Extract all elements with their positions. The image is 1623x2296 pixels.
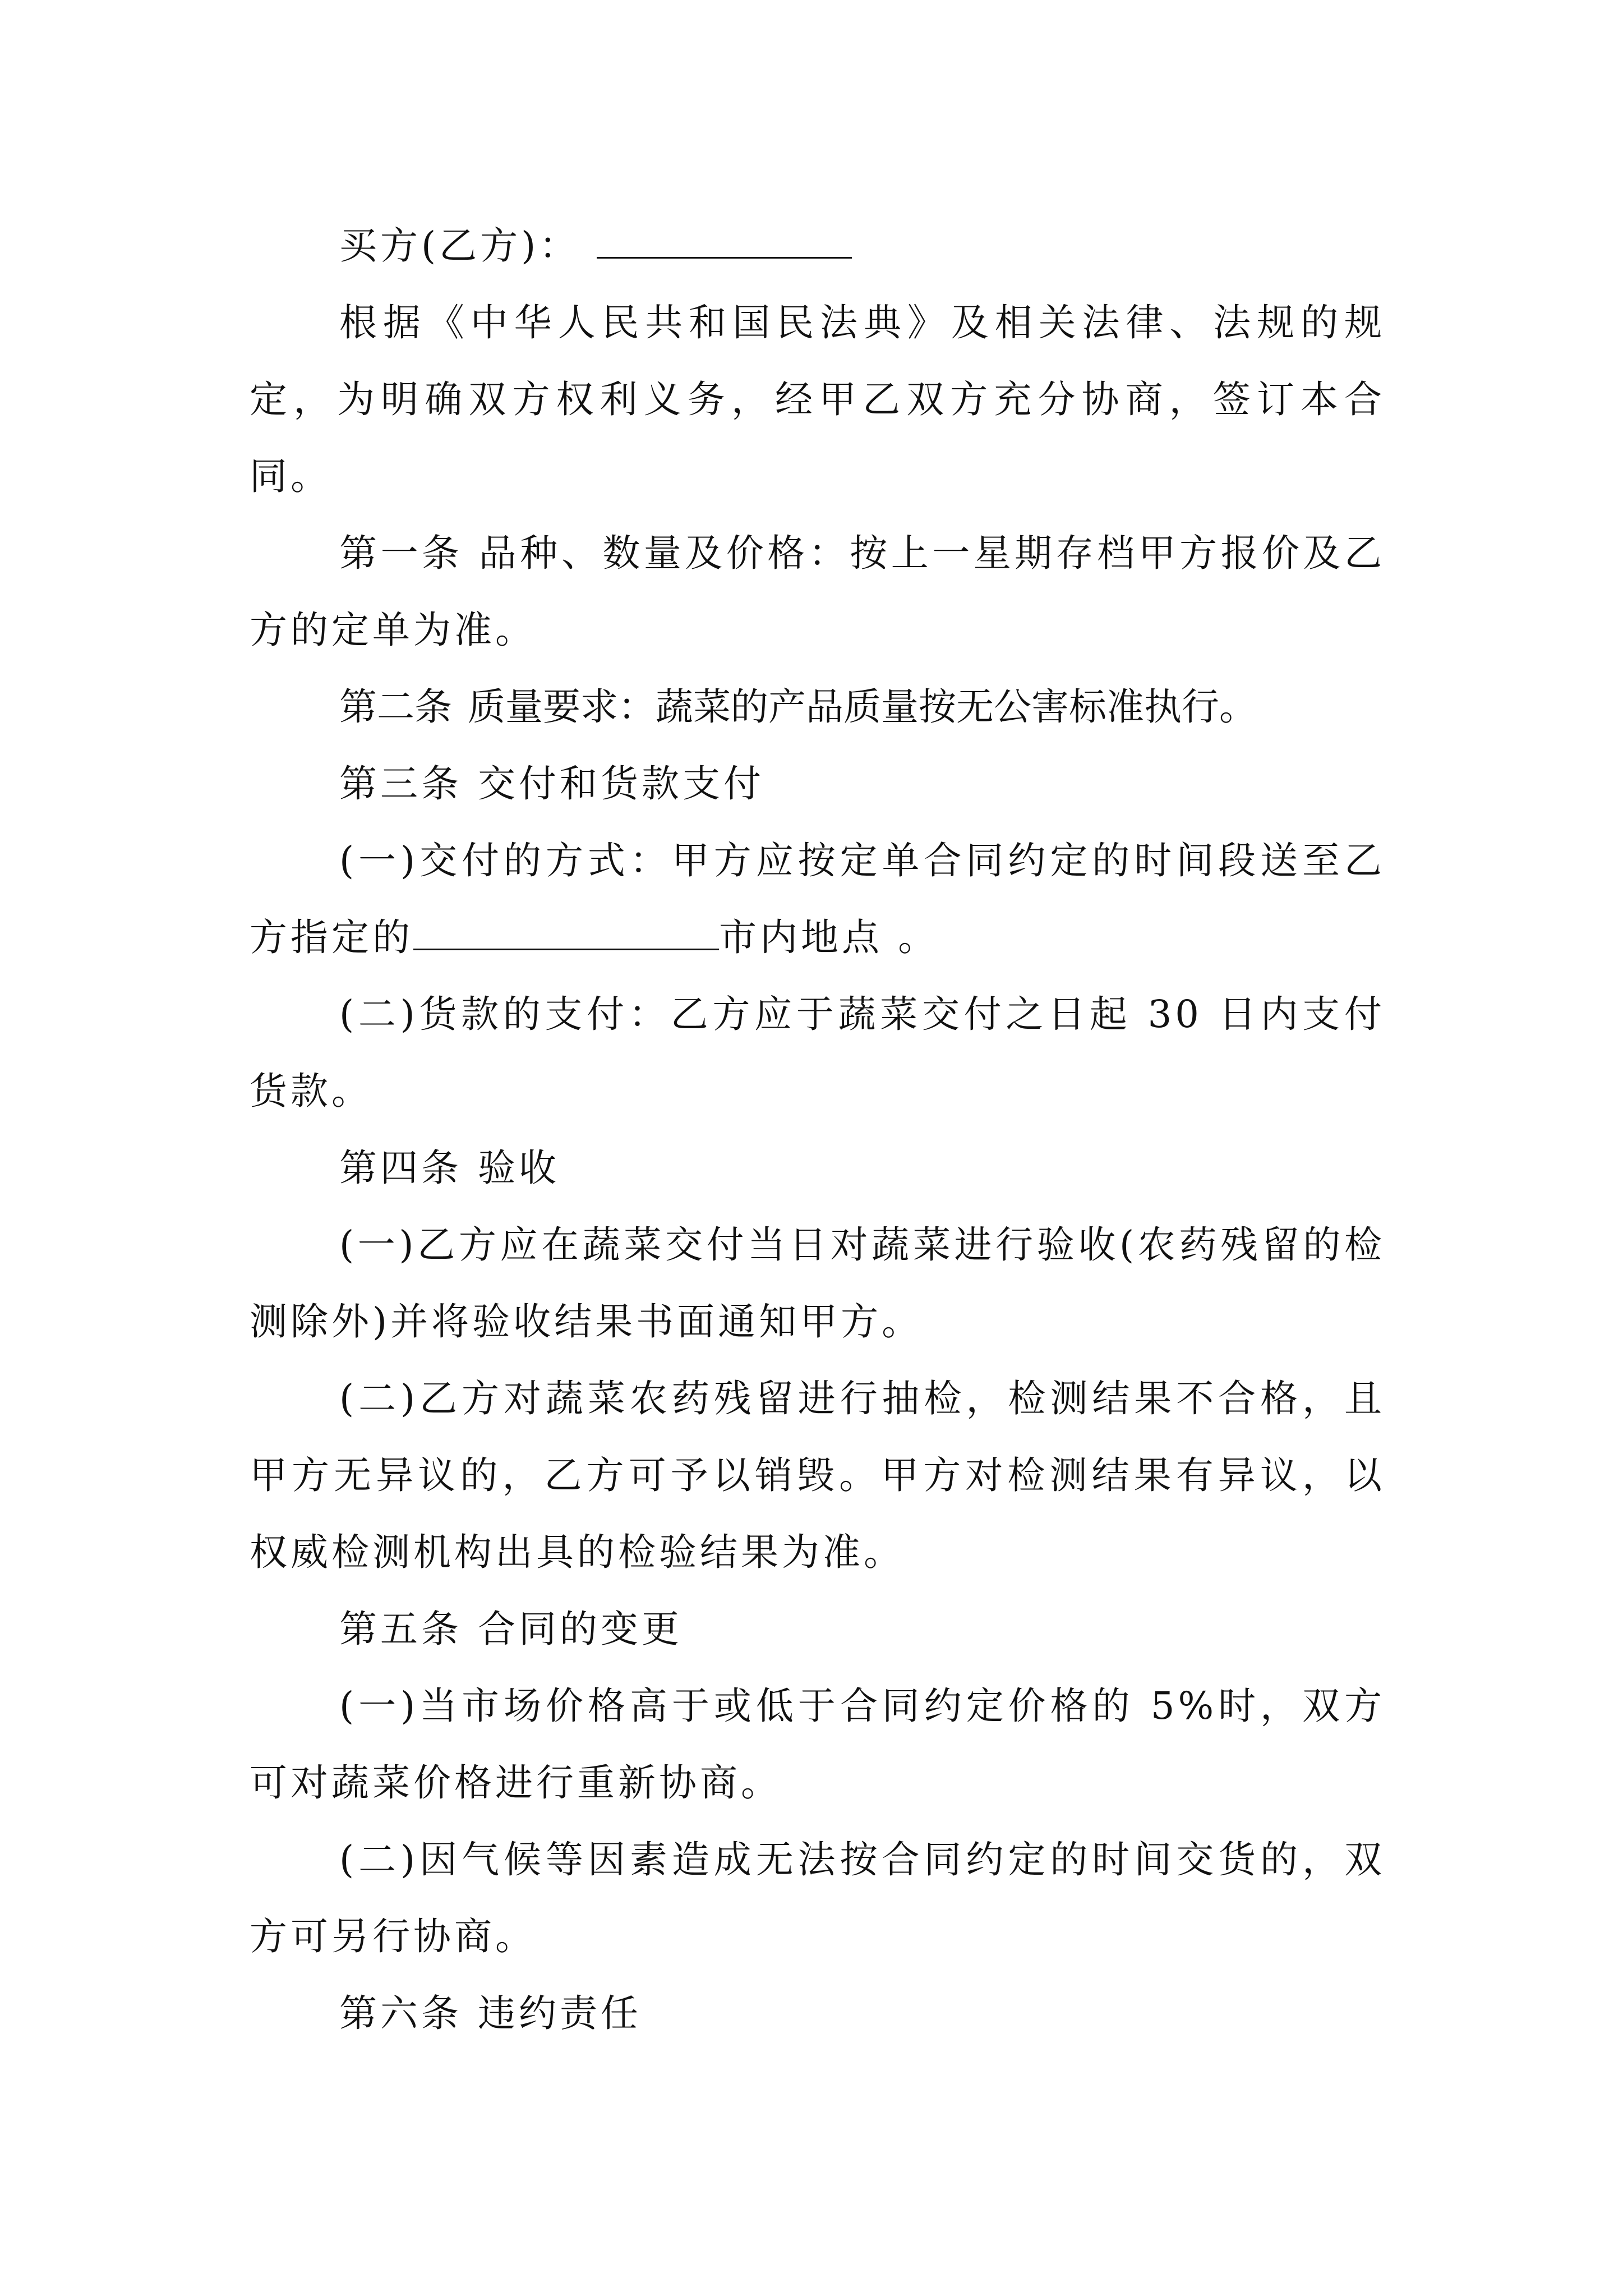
article-4-title: 第四条: [339, 1146, 462, 1190]
article-5-item-1: (一)当市场价格高于或低于合同约定价格的 5%时，双方可对蔬菜价格进行重新协商。: [250, 1684, 1385, 1805]
article-3-item-1-text: (一)交付的方式：甲方应按定单合同约定的时间段送至乙方指定的: [250, 839, 1385, 959]
article-5: [250, 1591, 1385, 1668]
article-4: [250, 1130, 1385, 1207]
intro-paragraph: 根据《中华人民共和国民法典》及相关法律、法规的规定，为明确双方权利义务，经甲乙双方充分协商，签订本合同。: [250, 301, 1385, 498]
buyer-name-blank: [597, 251, 852, 259]
article-1-body: 品种、数量及价格：按上一星期存档甲方报价及乙方的定单为准。: [250, 531, 1386, 652]
article-2-body: 质量要求：蔬菜的产品质量按无公害标准执行。: [468, 685, 1257, 729]
article-1-title: 第一条: [339, 531, 463, 575]
article-5-body: 合同的变更: [478, 1607, 683, 1651]
article-3: [250, 746, 1385, 822]
article-4-item-2: (二)乙方对蔬菜农药残留进行抽检，检测结果不合格，且甲方无异议的，乙方可予以销毁。甲方对检测结果有异议，以权威检测机构出具的检验结果为准。: [250, 1377, 1385, 1574]
delivery-place-blank: [413, 943, 719, 950]
article-2: [250, 669, 1385, 746]
article-3-title: 第三条: [339, 762, 462, 806]
article-6-body: 违约责任: [478, 1991, 642, 2035]
article-2-title: 第二条: [339, 685, 452, 729]
article-5-item-2: (二)因气候等因素造成无法按合同约定的时间交货的，双方可另行协商。: [250, 1838, 1385, 1958]
article-4-item-1: (一)乙方应在蔬菜交付当日对蔬菜进行验收(农药残留的检测除外)并将验收结果书面通知甲方。: [250, 1223, 1385, 1343]
contract-body: [250, 208, 1385, 2052]
buyer-label: 买方(乙方)：: [339, 224, 580, 268]
article-1: [250, 515, 1385, 669]
article-3-item-2: (二)货款的支付：乙方应于蔬菜交付之日起 30 日内支付货款。: [250, 992, 1385, 1113]
buyer-line: [250, 208, 1385, 284]
article-4-body: 验收: [478, 1146, 560, 1190]
article-3-item-1-suffix: 市内地点 。: [719, 915, 939, 959]
article-3-item-1: [250, 822, 1385, 976]
article-3-body: 交付和货款支付: [478, 762, 764, 806]
article-6-title: 第六条: [339, 1991, 462, 2035]
article-5-title: 第五条: [339, 1607, 462, 1651]
article-6: [250, 1975, 1385, 2052]
